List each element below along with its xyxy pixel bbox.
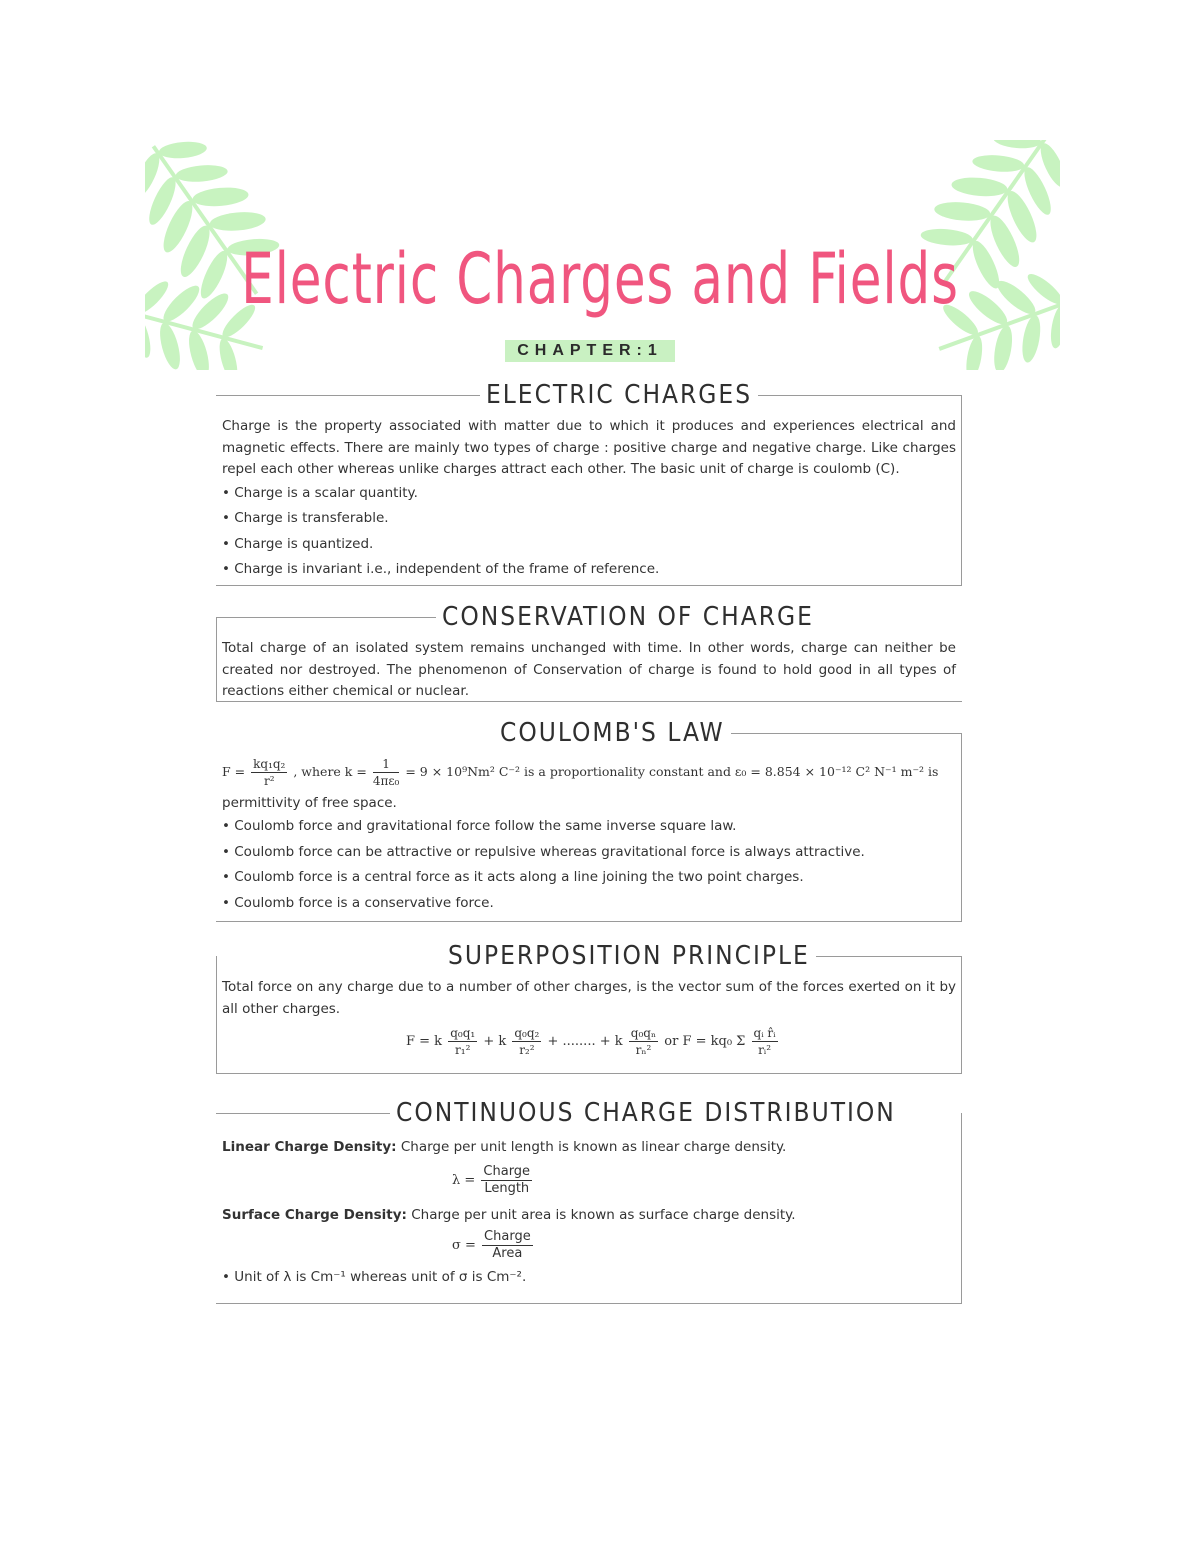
paragraph: Total force on any charge due to a number of other charges, is the vector sum of the forces exerted on it by all other charges. <box>222 979 956 1017</box>
list-item: • Coulomb force and gravitational force follow the same inverse square law. <box>222 818 737 834</box>
list-item: • Charge is invariant i.e., independent of the frame of reference. <box>222 561 660 577</box>
section-title: SUPERPOSITION PRINCIPLE <box>442 941 816 971</box>
list-item: • Charge is a scalar quantity. <box>222 484 418 501</box>
denominator: r₂² <box>519 1043 535 1057</box>
fraction <box>481 1164 532 1197</box>
section-body <box>222 416 956 583</box>
paragraph: Total charge of an isolated system remains unchanged with time. In other words, charge can neither be created nor destroyed. The phenomenon of Conservation of charge is found to hold good in all types of reactions either chemical or nuclear. <box>222 640 956 699</box>
linear-density-line <box>222 1136 956 1158</box>
fraction <box>512 1025 541 1058</box>
numerator: q₀q₂ <box>514 1026 540 1040</box>
fraction <box>629 1025 658 1058</box>
formula-text: = 9 × 10⁹Nm² C⁻² is a proportionality constant and ε₀ = 8.854 × 10⁻¹² C² N⁻¹ m⁻² is <box>405 764 939 779</box>
numerator: Charge <box>483 1164 531 1179</box>
formula-lhs: σ = <box>452 1238 476 1253</box>
paragraph: Charge is the property associated with matter due to which it produces and experiences electrical and magnetic effects. There are mainly two types of charge : positive charge and negative charge. Like charges repel each other whereas unlike charges attract each other. The basic unit of charge is coulomb (C). <box>222 418 956 477</box>
section-title: ELECTRIC CHARGES <box>480 380 758 410</box>
lambda-formula <box>222 1158 956 1204</box>
formula-text: , where k = <box>293 764 367 779</box>
sigma-formula <box>222 1226 956 1266</box>
surface-density-line <box>222 1204 956 1226</box>
section-title: CONSERVATION OF CHARGE <box>436 602 820 632</box>
formula-text: F = k <box>406 1034 443 1049</box>
surface-density-text: Charge per unit area is known as surface charge density. <box>406 1207 796 1223</box>
fraction <box>251 756 287 789</box>
formula-lhs: λ = <box>452 1173 476 1188</box>
section-continuous <box>216 1098 962 1304</box>
unit-note: • Unit of λ is Cm⁻¹ whereas unit of σ is Cm⁻². <box>222 1269 527 1285</box>
section-conservation <box>216 602 962 702</box>
numerator: q₀qₙ <box>630 1026 657 1040</box>
denominator: 4πε₀ <box>372 774 400 788</box>
section-coulomb <box>216 718 962 922</box>
list-item: • Coulomb force is a central force as it acts along a line joining the two point charges. <box>222 869 804 885</box>
formula-text: + ........ + k <box>547 1034 623 1049</box>
linear-density-label: Linear Charge Density: <box>222 1139 397 1155</box>
section-body <box>222 638 956 703</box>
denominator: rᵢ² <box>758 1043 772 1057</box>
list-item: • Coulomb force is a conservative force. <box>222 894 494 911</box>
section-body <box>222 752 956 916</box>
linear-density-text: Charge per unit length is known as linear charge density. <box>396 1139 787 1155</box>
numerator: Charge <box>484 1229 531 1244</box>
list-item: • Charge is transferable. <box>222 510 389 526</box>
section-body <box>222 1136 956 1288</box>
coulomb-formula <box>222 752 956 792</box>
denominator: r₁² <box>455 1043 471 1057</box>
section-title: CONTINUOUS CHARGE DISTRIBUTION <box>390 1098 902 1128</box>
fraction <box>448 1025 477 1058</box>
section-body <box>222 977 956 1064</box>
denominator: r² <box>263 774 275 788</box>
list-item: • Charge is quantized. <box>222 535 374 552</box>
denominator: rₙ² <box>635 1043 652 1057</box>
denominator: Length <box>484 1181 530 1196</box>
fraction <box>752 1025 778 1058</box>
formula-tail: permittivity of free space. <box>222 795 397 811</box>
list-item: • Coulomb force can be attractive or repulsive whereas gravitational force is always attractive. <box>222 843 865 860</box>
section-title: COULOMB'S LAW <box>494 718 731 748</box>
denominator: Area <box>492 1246 523 1261</box>
formula-text: or F = kq₀ Σ <box>664 1034 746 1049</box>
formula-lhs: F = <box>222 764 246 779</box>
numerator: kq₁q₂ <box>253 757 286 771</box>
chapter-badge: CHAPTER:1 <box>505 340 675 362</box>
fraction <box>373 756 400 789</box>
page-title: Electric Charges and Fields <box>241 238 959 320</box>
numerator: q₀q₁ <box>450 1026 476 1040</box>
formula-text: + k <box>483 1034 507 1049</box>
numerator: qᵢ r̂ᵢ <box>753 1026 776 1040</box>
section-electric-charges <box>216 380 962 586</box>
superposition-formula <box>222 1020 956 1064</box>
surface-density-label: Surface Charge Density: <box>222 1207 407 1223</box>
fraction <box>482 1229 533 1262</box>
section-superposition <box>216 941 962 1074</box>
numerator: 1 <box>373 756 400 773</box>
